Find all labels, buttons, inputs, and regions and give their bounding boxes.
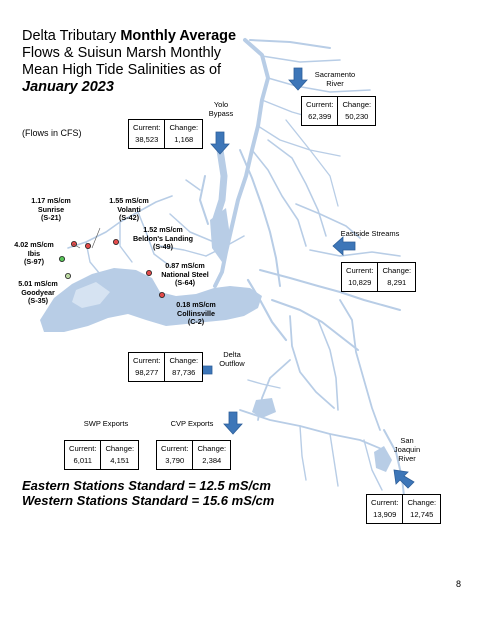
eastside-flow-box: Current: 10,829 Change: 8,291: [341, 262, 416, 292]
eastside-change: 8,291: [387, 278, 407, 287]
station-dot-volanti: [85, 243, 90, 248]
yolo-arrow-icon: [211, 132, 229, 154]
swp-exports-label: SWP Exports: [83, 419, 129, 428]
delta-outflow-current: 98,277: [135, 368, 159, 377]
western-standard: Western Stations Standard = 15.6 mS/cm: [22, 493, 275, 508]
yolo-flow-box: Current: 38,523 Change: 1,168: [128, 119, 203, 149]
eastside-current: 10,829: [348, 278, 372, 287]
map-title: [22, 28, 252, 96]
sacramento-current: 62,399: [308, 112, 332, 121]
sacramento-change: 50,230: [345, 112, 369, 121]
delta-outflow-change: 87,736: [172, 368, 196, 377]
sacramento-arrow-icon: [289, 68, 307, 90]
station-dot-collinsville: [159, 292, 164, 297]
san-joaquin-flow-box: Current: 13,909 Change: 12,745: [366, 494, 441, 524]
san-joaquin-river-label: San Joaquin River: [393, 436, 421, 463]
exports-arrow-icon: [224, 412, 242, 434]
units-note: (Flows in CFS): [22, 128, 82, 138]
eastside-arrow-icon: [333, 237, 355, 255]
sacramento-river-label: Sacramento River: [314, 70, 356, 88]
title-date: January 2023: [22, 79, 114, 95]
yolo-bypass-label: Yolo Bypass: [208, 100, 234, 118]
station-label-national-steel: 0.87 mS/cm National Steel (S-64): [161, 261, 209, 287]
sacramento-flow-box: Current: 62,399 Change: 50,230: [301, 96, 376, 126]
san-joaquin-current: 13,909: [373, 510, 397, 519]
cvp-exports-label: CVP Exports: [170, 419, 214, 428]
eastside-streams-label: Eastside Streams: [340, 229, 400, 238]
station-dot-goodyear: [65, 273, 70, 278]
station-dot-beldons-landing: [113, 239, 118, 244]
delta-outflow-flow-box: Current: 98,277 Change: 87,736: [128, 352, 203, 382]
title-line-3: Mean High Tide Salinities as of: [22, 62, 222, 78]
station-label-collinsville: 0.18 mS/cm Collinsville (C-2): [176, 300, 216, 326]
title-line-1-bold: Monthly Average: [120, 28, 237, 44]
cvp-flow-box: Current: 3,790 Change: 2,384: [156, 440, 231, 470]
yolo-current: 38,523: [135, 135, 159, 144]
swp-flow-box: Current: 6,011 Change: 4,151: [64, 440, 139, 470]
station-label-sunrise: 1.17 mS/cm Sunrise (S-21): [31, 196, 71, 222]
page-number: 8: [456, 579, 462, 589]
san-joaquin-change: 12,745: [410, 510, 434, 519]
station-dot-national-steel: [146, 270, 151, 275]
delta-outflow-label: Delta Outflow: [219, 350, 245, 368]
station-label-ibis: 4.02 mS/cm Ibis (S-97): [14, 240, 54, 266]
swp-change: 4,151: [110, 456, 130, 465]
cvp-change: 2,384: [202, 456, 222, 465]
station-label-goodyear: 5.01 mS/cm Goodyear (S-35): [18, 279, 58, 305]
cvp-current: 3,790: [165, 456, 185, 465]
station-label-beldons-landing: 1.52 mS/cm Beldon's Landing (S-49): [132, 225, 193, 251]
station-dot-ibis: [59, 256, 64, 261]
swp-current: 6,011: [73, 456, 92, 465]
salinity-standards: [22, 478, 274, 508]
title-line-1: Delta Tributary: [22, 28, 121, 44]
san-joaquin-arrow-icon: [394, 470, 414, 488]
station-label-volanti: 1.55 mS/cm Volanti (S-42): [109, 196, 149, 222]
yolo-change: 1,168: [174, 135, 194, 144]
eastern-standard: Eastern Stations Standard = 12.5 mS/cm: [22, 478, 271, 493]
title-line-2: Flows & Suisun Marsh Monthly: [22, 45, 222, 61]
